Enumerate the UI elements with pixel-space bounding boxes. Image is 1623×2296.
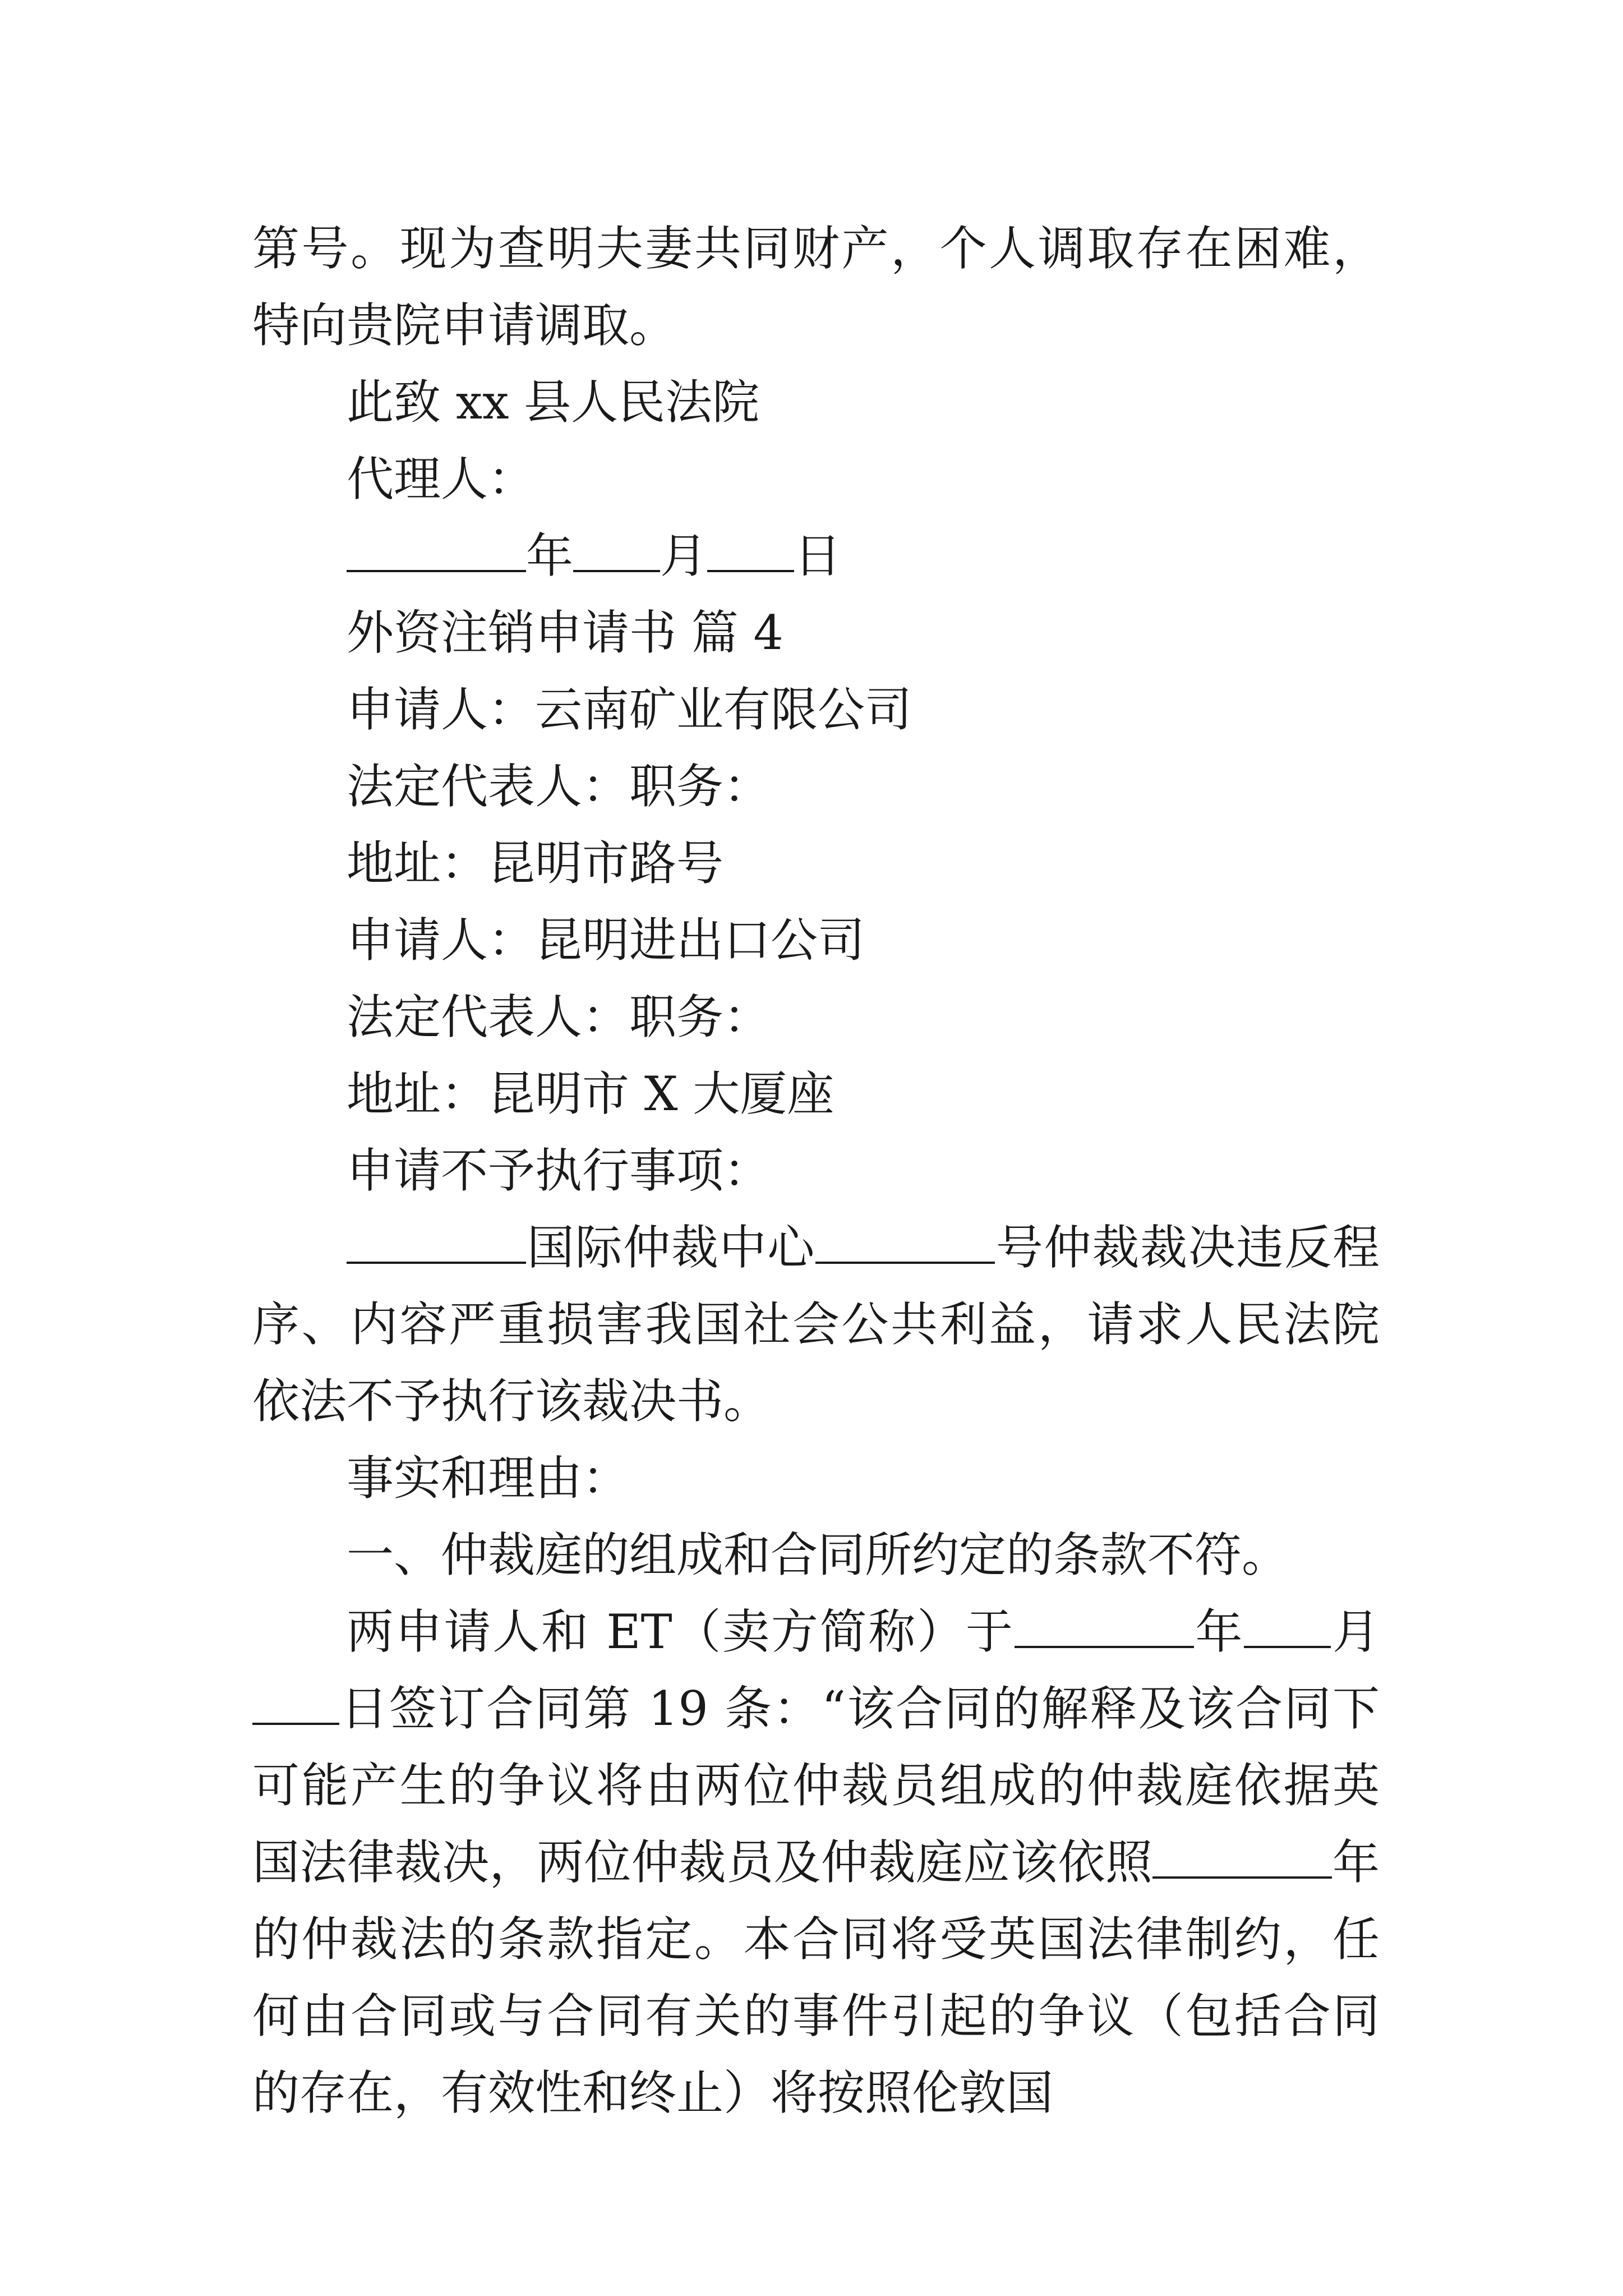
year-blank [347,525,526,572]
request-text-a: 国际仲裁中心 [526,1220,816,1275]
salutation: 此致 xx 县人民法院 [347,375,760,430]
contract-year-label: 年 [1193,1604,1244,1659]
month-blank [573,525,660,572]
year-label: 年 [526,528,574,583]
address-2: 地址：昆明市 X 大厦座 [347,1066,834,1121]
date-line [252,518,1380,595]
applicant-1: 申请人：云南矿业有限公司 [347,682,912,737]
legal-rep-1: 法定代表人：职务： [347,759,771,814]
day-label: 日 [794,528,842,583]
month-label: 月 [660,528,708,583]
contract-text-c: 年的仲裁法的条款指定。本合同将受英国法律制约，任何由合同或与合同有关的事件引起的争议（包括合同的存在，有效性和终止）将按照伦敦国 [252,1835,1380,2120]
request-heading: 申请不予执行事项： [347,1143,771,1198]
contract-day-blank [252,1678,339,1725]
paragraph-court-request: 第号。现为查明夫妻共同财产，个人调取存在困难，特向贵院申请调取。 [252,221,1380,353]
request-paragraph [252,1209,1380,1440]
agent-line: 代理人： [347,452,536,507]
point-one: 一、仲裁庭的组成和合同所约定的条款不符。 [347,1527,1289,1582]
contract-text-b: 日签订合同第 19 条：“该合同的解释及该合同下可能产生的争议将由两位仲裁员组成的仲裁庭依据英国法律裁决，两位仲裁员及仲裁庭应该依照 [252,1681,1380,1890]
arbitration-act-year-blank [1152,1832,1332,1879]
contract-year-blank [1015,1601,1194,1648]
applicant-2: 申请人：昆明进出口公司 [347,913,865,968]
address-1: 地址：昆明市路号 [347,836,724,891]
facts-heading: 事实和理由： [347,1451,630,1506]
contract-paragraph [252,1594,1380,2132]
day-blank [707,525,794,572]
request-text-b: 号仲裁裁决违反程序、内容严重损害我国社会公共利益，请求人民法院依法不予执行该裁决书。 [252,1220,1380,1429]
arbitration-name-blank [347,1217,526,1264]
legal-rep-2: 法定代表人：职务： [347,990,771,1045]
section-heading: 外资注销申请书 篇 4 [347,605,783,660]
document-body [252,210,1380,2132]
contract-month-label: 月 [1331,1604,1380,1659]
contract-month-blank [1244,1601,1331,1648]
award-number-blank [815,1217,995,1264]
contract-text-a: 两申请人和 ET（卖方简称）于 [347,1604,1015,1659]
